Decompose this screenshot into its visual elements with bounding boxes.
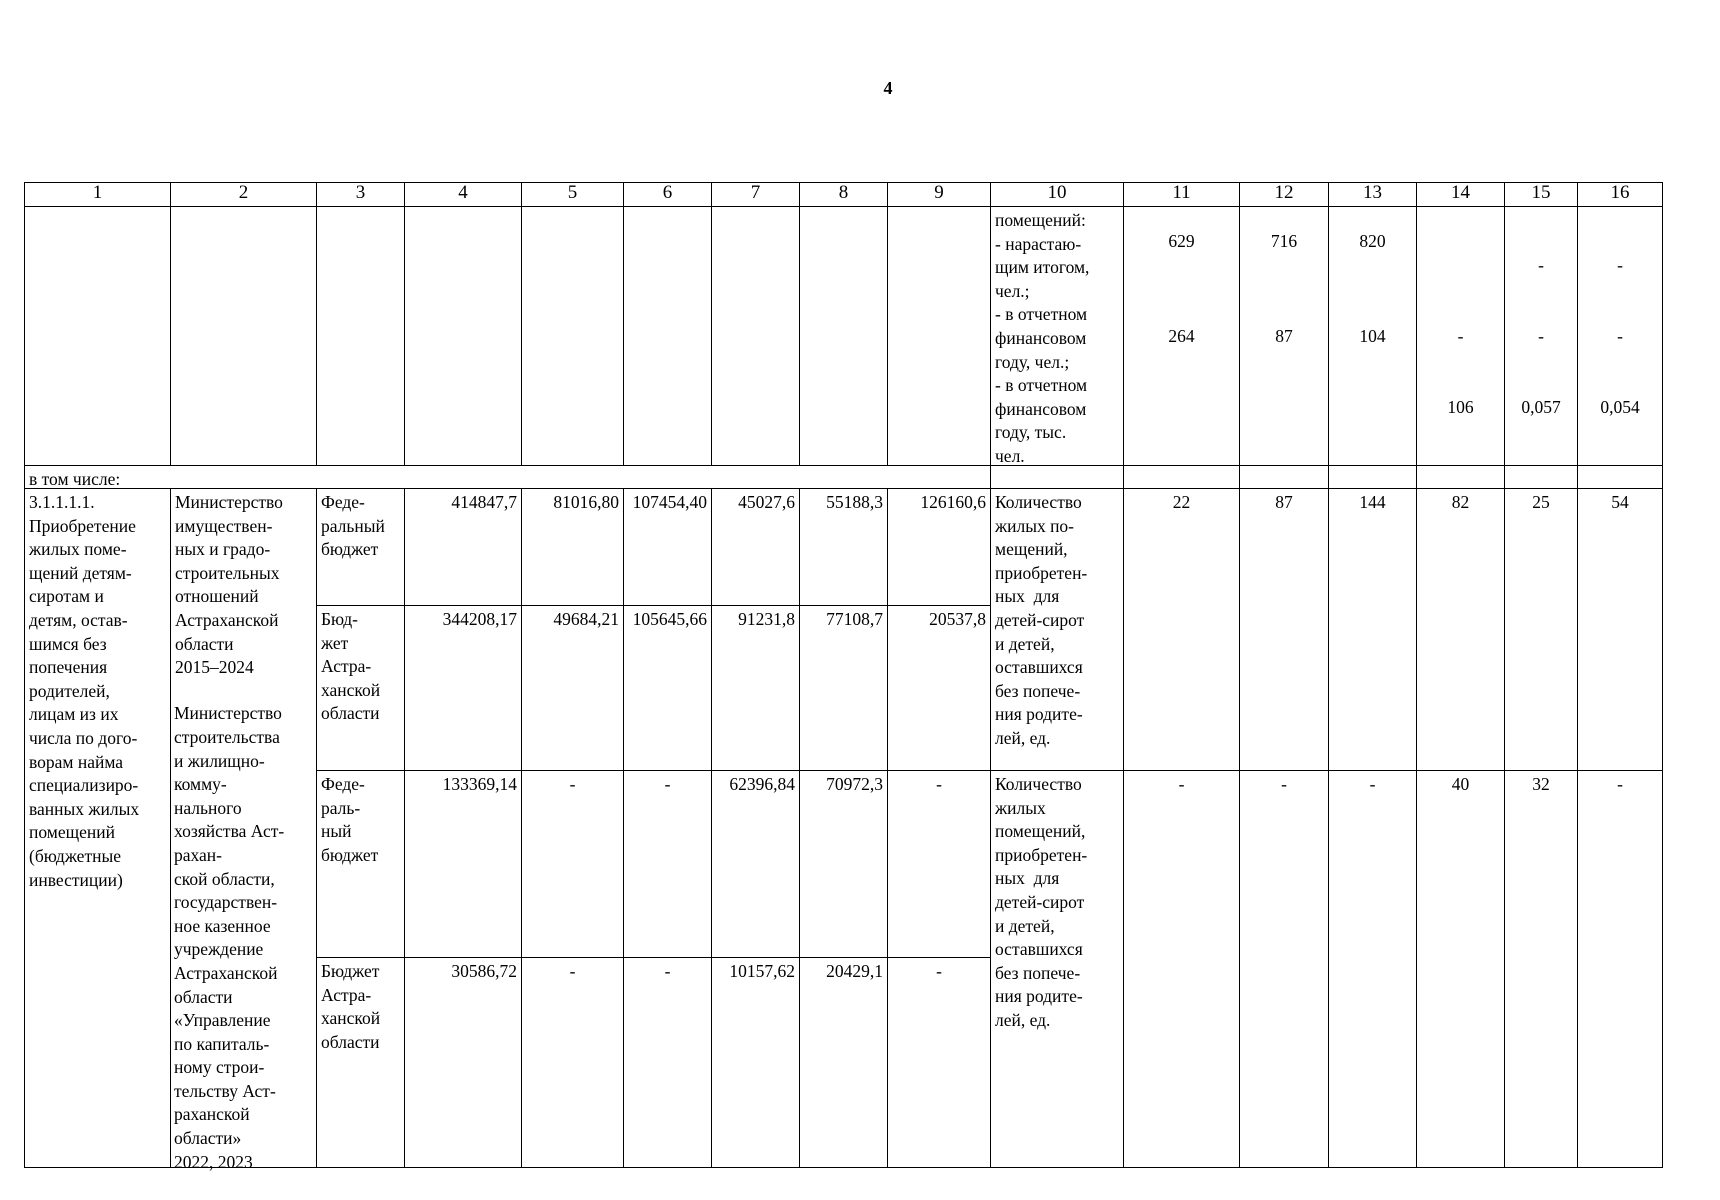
funding-1-col7: 45027,6 bbox=[711, 488, 800, 606]
funding-1-col6: 107454,40 bbox=[623, 488, 712, 606]
indicator-2-col16: - bbox=[1577, 770, 1663, 1168]
funding-1-col8: 55188,3 bbox=[799, 488, 888, 606]
indicator-1-col13: 144 bbox=[1328, 488, 1417, 771]
indicator-2-col12: - bbox=[1239, 770, 1329, 1168]
indicator-2-text: Количество жилых помещений, приобретен- ных для детей-сирот и детей, оставшихся без попече- ния родите- лей, ед. bbox=[990, 770, 1124, 1168]
continuation-empty-cell bbox=[24, 206, 171, 466]
indicator-1-col16: 54 bbox=[1577, 488, 1663, 771]
column-number-6: 6 bbox=[623, 182, 712, 207]
event-name: 3.1.1.1.1. Приобретение жилых поме- щений детям- сиротам и детям, остав- шимся без попечения родителей, лицам из их числа по дого- ворам найма специализиро- ванных жилых помещений (бюджетные инвестиции) bbox=[24, 488, 171, 1168]
col15-thousands-value: 0,057 bbox=[1521, 397, 1561, 417]
funding-2-col4: 344208,17 bbox=[404, 605, 522, 771]
including-label: в том числе: bbox=[24, 465, 991, 489]
including-empty-cell bbox=[990, 465, 1124, 489]
indicator-1-text: Количество жилых по- мещений, приобретен- ных для детей-сирот и детей, оставшихся без попече- ния родите- лей, ед. bbox=[990, 488, 1124, 771]
funding-source-4: Бюджет Астра- ханской области bbox=[316, 957, 405, 1168]
funding-2-col5: 49684,21 bbox=[521, 605, 624, 771]
col12-reporting-year-value: 87 bbox=[1275, 326, 1293, 346]
indicator-1-col14: 82 bbox=[1416, 488, 1505, 771]
including-empty-cell bbox=[1239, 465, 1329, 489]
funding-3-col9: - bbox=[887, 770, 991, 958]
column-number-13: 13 bbox=[1328, 182, 1417, 207]
indicator-continuation-text: помещений: - нарастаю- щим итогом, чел.; - в отчетном финансовом году, чел.; - в отчетном финансовом году, тыс. чел. bbox=[990, 206, 1124, 466]
funding-4-col7: 10157,62 bbox=[711, 957, 800, 1168]
funding-1-col5: 81016,80 bbox=[521, 488, 624, 606]
including-empty-cell bbox=[1577, 465, 1663, 489]
column-number-16: 16 bbox=[1577, 182, 1663, 207]
including-empty-cell bbox=[1504, 465, 1578, 489]
col15-reporting-year-value: - bbox=[1538, 326, 1544, 346]
funding-source-2: Бюд- жет Астра- ханской области bbox=[316, 605, 405, 771]
col15-continuation-cell bbox=[1504, 206, 1578, 466]
funding-3-col7: 62396,84 bbox=[711, 770, 800, 958]
funding-3-col6: - bbox=[623, 770, 712, 958]
funding-4-col5: - bbox=[521, 957, 624, 1168]
column-number-10: 10 bbox=[990, 182, 1124, 207]
continuation-empty-cell bbox=[521, 206, 624, 466]
indicator-2-col15: 32 bbox=[1504, 770, 1578, 1168]
funding-1-col9: 126160,6 bbox=[887, 488, 991, 606]
including-empty-cell bbox=[1416, 465, 1505, 489]
funding-3-col5: - bbox=[521, 770, 624, 958]
funding-4-col6: - bbox=[623, 957, 712, 1168]
col12-cumulative-value: 716 bbox=[1270, 231, 1298, 251]
col16-cumulative-value: - bbox=[1617, 255, 1623, 275]
continuation-empty-cell bbox=[170, 206, 317, 466]
continuation-empty-cell bbox=[711, 206, 800, 466]
funding-2-col7: 91231,8 bbox=[711, 605, 800, 771]
column-number-1: 1 bbox=[24, 182, 171, 207]
column-number-8: 8 bbox=[799, 182, 888, 207]
col16-continuation-cell bbox=[1577, 206, 1663, 466]
col14-thousands-value: 106 bbox=[1447, 397, 1474, 417]
column-number-9: 9 bbox=[887, 182, 991, 207]
funding-3-col8: 70972,3 bbox=[799, 770, 888, 958]
indicator-2-col14: 40 bbox=[1416, 770, 1505, 1168]
col11-reporting-year-value: 264 bbox=[1168, 326, 1195, 346]
column-number-5: 5 bbox=[521, 182, 624, 207]
col13-cumulative-value: 820 bbox=[1359, 231, 1386, 251]
continuation-empty-cell bbox=[316, 206, 405, 466]
col14-reporting-year-value: - bbox=[1457, 326, 1464, 346]
funding-3-col4: 133369,14 bbox=[404, 770, 522, 958]
col13-reporting-year-value: 104 bbox=[1359, 326, 1386, 346]
continuation-empty-cell bbox=[887, 206, 991, 466]
col11-cumulative-value: 629 bbox=[1168, 231, 1195, 251]
funding-2-col9: 20537,8 bbox=[887, 605, 991, 771]
column-number-11: 11 bbox=[1123, 182, 1240, 207]
page-number: 4 bbox=[883, 78, 893, 98]
column-number-3: 3 bbox=[316, 182, 405, 207]
funding-source-1: Феде- ральный бюджет bbox=[316, 488, 405, 606]
funding-source-3: Феде- раль- ный бюджет bbox=[316, 770, 405, 958]
funding-4-col4: 30586,72 bbox=[404, 957, 522, 1168]
continuation-empty-cell bbox=[404, 206, 522, 466]
funding-1-col4: 414847,7 bbox=[404, 488, 522, 606]
column-number-4: 4 bbox=[404, 182, 522, 207]
col14-continuation-cell bbox=[1416, 206, 1505, 466]
column-number-2: 2 bbox=[170, 182, 317, 207]
executor-1: Министерство имуществен- ных и градо- строительных отношений Астраханской области 2015–2024 bbox=[170, 488, 317, 1168]
col12-continuation-cell bbox=[1239, 206, 1329, 466]
funding-2-col6: 105645,66 bbox=[623, 605, 712, 771]
indicator-1-col15: 25 bbox=[1504, 488, 1578, 771]
continuation-empty-cell bbox=[623, 206, 712, 466]
continuation-empty-cell bbox=[799, 206, 888, 466]
col16-thousands-value: 0,054 bbox=[1600, 397, 1640, 417]
column-number-14: 14 bbox=[1416, 182, 1505, 207]
col15-cumulative-value: - bbox=[1538, 255, 1544, 275]
column-number-15: 15 bbox=[1504, 182, 1578, 207]
including-empty-cell bbox=[1328, 465, 1417, 489]
including-empty-cell bbox=[1123, 465, 1240, 489]
indicator-2-col11: - bbox=[1123, 770, 1240, 1168]
col11-continuation-cell bbox=[1123, 206, 1240, 466]
funding-4-col9: - bbox=[887, 957, 991, 1168]
executor-2: Министерство строительства и жилищно- комму- нального хозяйства Аст- рахан- ской области, государствен- ное казенное учреждение Астраханской области «Управление по капиталь- ному строи- тельству Аст- раханской области» 2022, 2023 bbox=[174, 703, 285, 1172]
indicator-1-col12: 87 bbox=[1239, 488, 1329, 771]
indicator-1-col11: 22 bbox=[1123, 488, 1240, 771]
col13-continuation-cell bbox=[1328, 206, 1417, 466]
indicator-2-col13: - bbox=[1328, 770, 1417, 1168]
funding-4-col8: 20429,1 bbox=[799, 957, 888, 1168]
column-number-7: 7 bbox=[711, 182, 800, 207]
funding-2-col8: 77108,7 bbox=[799, 605, 888, 771]
col16-reporting-year-value: - bbox=[1617, 326, 1623, 346]
column-number-12: 12 bbox=[1239, 182, 1329, 207]
